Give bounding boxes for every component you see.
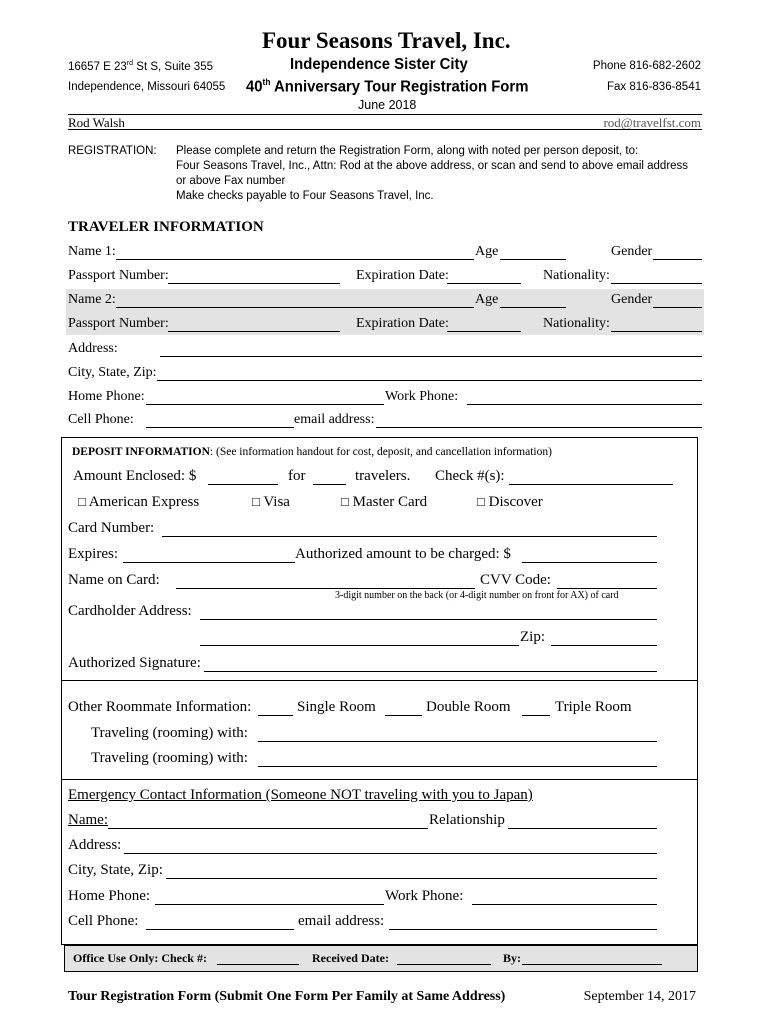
card-option-label: American Express — [88, 494, 200, 510]
address-line-1 — [68, 60, 213, 73]
for-label: for — [288, 468, 306, 484]
authorized-amount-field[interactable] — [522, 562, 657, 563]
emergency-home-phone-field[interactable] — [155, 904, 384, 905]
age2-label: Age — [475, 292, 499, 307]
expiration1-field[interactable] — [447, 283, 521, 284]
office-by-field[interactable] — [522, 964, 662, 965]
passport2-label: Passport Number: — [68, 316, 169, 331]
cell-phone-label: Cell Phone: — [68, 412, 134, 427]
office-received-label: Received Date: — [312, 951, 389, 965]
company-name: Four Seasons Travel, Inc. — [262, 28, 511, 53]
address-field[interactable] — [160, 356, 702, 357]
emergency-work-phone-label: Work Phone: — [385, 888, 464, 904]
cvv-field[interactable] — [557, 588, 657, 589]
header-divider — [68, 114, 702, 115]
card-option-discover[interactable] — [477, 494, 543, 511]
traveler-heading: TRAVELER INFORMATION — [68, 219, 264, 235]
office-by-label: By: — [503, 951, 521, 965]
gender2-label: Gender — [611, 292, 653, 307]
email-field[interactable] — [376, 427, 702, 428]
registration-label: REGISTRATION: — [68, 145, 157, 157]
cardholder-address-label: Cardholder Address: — [68, 603, 192, 619]
home-phone-field[interactable] — [146, 404, 384, 405]
passport2-field[interactable] — [168, 331, 340, 332]
amount-field[interactable] — [208, 484, 278, 485]
checkbox-icon[interactable]: □ — [78, 494, 86, 509]
passport1-field[interactable] — [168, 283, 340, 284]
card-option-mastercard[interactable] — [341, 494, 427, 511]
gender1-label: Gender — [611, 244, 653, 259]
cardholder-address-field-2[interactable] — [200, 645, 519, 646]
emergency-name-field[interactable] — [108, 828, 428, 829]
work-phone-label: Work Phone: — [385, 389, 459, 404]
form-title-rest: Anniversary Tour Registration Form — [270, 78, 529, 96]
address-street-rest: St S, Suite 355 — [133, 60, 213, 73]
relationship-label: Relationship — [429, 812, 505, 828]
travelers-label: travelers. — [355, 468, 411, 484]
triple-room-label: Triple Room — [555, 699, 632, 715]
registration-line-2: Four Seasons Travel, Inc., Attn: Rod at the above address, or scan and send to above email address — [176, 160, 689, 172]
authorized-amount-label: Authorized amount to be charged: $ — [295, 546, 511, 562]
checkbox-icon[interactable]: □ — [477, 494, 485, 509]
rooming-with-field-2[interactable] — [258, 766, 657, 767]
relationship-field[interactable] — [508, 828, 657, 829]
rooming-with-label-2: Traveling (rooming) with: — [91, 750, 248, 766]
name1-field[interactable] — [116, 259, 474, 260]
card-number-field[interactable] — [162, 536, 657, 537]
nationality1-field[interactable] — [611, 283, 702, 284]
gender2-field[interactable] — [653, 307, 702, 308]
nationality2-label: Nationality: — [543, 316, 610, 331]
travelers-count-field[interactable] — [313, 484, 346, 485]
address-line-2: Independence, Missouri 64055 — [68, 81, 226, 93]
form-title-sup: th — [262, 77, 271, 87]
emergency-address-label: Address: — [68, 837, 122, 853]
city-field[interactable] — [157, 380, 702, 381]
registration-line-4: Make checks payable to Four Seasons Travel, Inc. — [176, 190, 434, 202]
office-received-field[interactable] — [397, 964, 491, 965]
expiration2-field[interactable] — [447, 331, 521, 332]
name2-field[interactable] — [116, 307, 474, 308]
emergency-home-phone-label: Home Phone: — [68, 888, 151, 904]
work-phone-field[interactable] — [467, 404, 702, 405]
gender1-field[interactable] — [653, 259, 702, 260]
emergency-email-field[interactable] — [389, 929, 657, 930]
city-label: City, State, Zip: — [68, 365, 157, 380]
registration-line-3: or above Fax number — [176, 175, 286, 187]
passport1-label: Passport Number: — [68, 268, 169, 283]
single-room-field[interactable] — [258, 715, 293, 716]
nationality1-label: Nationality: — [543, 268, 610, 283]
emergency-city-field[interactable] — [166, 878, 657, 879]
expires-field[interactable] — [123, 562, 295, 563]
double-room-field[interactable] — [385, 715, 422, 716]
emergency-name-label: Name: — [68, 812, 108, 828]
card-number-label: Card Number: — [68, 520, 155, 536]
zip-field[interactable] — [551, 645, 657, 646]
deposit-heading — [72, 446, 552, 458]
address-street-number: 16657 E 23 — [68, 60, 127, 73]
cvv-label: CVV Code: — [480, 572, 551, 588]
amount-label: Amount Enclosed: $ — [73, 468, 197, 484]
expiration1-label: Expiration Date: — [356, 268, 449, 283]
name2-label: Name 2: — [68, 292, 116, 307]
footer-date: September 14, 2017 — [583, 989, 696, 1004]
checkbox-icon[interactable]: □ — [252, 494, 260, 509]
zip-label: Zip: — [520, 629, 545, 645]
emergency-cell-phone-label: Cell Phone: — [68, 913, 139, 929]
emergency-city-label: City, State, Zip: — [68, 862, 163, 878]
name-on-card-label: Name on Card: — [68, 572, 160, 588]
deposit-heading-rest: : (See information handout for cost, deposit, and cancellation information) — [209, 446, 552, 458]
name-on-card-field[interactable] — [176, 588, 475, 589]
card-option-label: Visa — [263, 494, 290, 510]
roommate-label: Other Roommate Information: — [68, 699, 252, 715]
deposit-heading-bold: DEPOSIT INFORMATION — [72, 446, 210, 458]
sister-city-title: Independence Sister City — [290, 56, 468, 73]
contact-email[interactable]: rod@travelfst.com — [603, 115, 701, 130]
header-divider-2 — [68, 129, 702, 130]
email-label: email address: — [294, 412, 375, 427]
signature-field[interactable] — [204, 671, 657, 672]
single-room-label: Single Room — [297, 699, 376, 715]
rooming-with-field-1[interactable] — [258, 741, 657, 742]
emergency-address-field[interactable] — [124, 853, 657, 854]
contact-name: Rod Walsh — [68, 115, 125, 130]
expiration2-label: Expiration Date: — [356, 316, 449, 331]
address-label: Address: — [68, 341, 118, 356]
cardholder-address-field[interactable] — [200, 619, 657, 620]
footer-title: Tour Registration Form (Submit One Form Per Family at Same Address) — [68, 989, 506, 1004]
address-sup: rd — [126, 60, 134, 67]
form-title-num: 40 — [246, 78, 263, 96]
checkbox-icon[interactable]: □ — [341, 494, 349, 509]
nationality2-field[interactable] — [611, 331, 702, 332]
double-room-label: Double Room — [426, 699, 511, 715]
emergency-cell-phone-field[interactable] — [146, 929, 294, 930]
form-date: June 2018 — [358, 98, 417, 112]
expires-label: Expires: — [68, 546, 118, 562]
name1-label: Name 1: — [68, 244, 116, 259]
card-option-amex[interactable] — [78, 494, 199, 511]
office-check-field[interactable] — [217, 964, 299, 965]
age1-field[interactable] — [500, 259, 566, 260]
cell-phone-field[interactable] — [146, 427, 294, 428]
emergency-work-phone-field[interactable] — [472, 904, 657, 905]
card-option-visa[interactable] — [252, 494, 290, 511]
triple-room-field[interactable] — [522, 715, 550, 716]
check-label: Check #(s): — [435, 468, 505, 484]
office-check-label: Office Use Only: Check #: — [73, 951, 207, 965]
check-field[interactable] — [509, 484, 673, 485]
phone-number: Phone 816-682-2602 — [592, 60, 701, 72]
emergency-heading: Emergency Contact Information (Someone NOT traveling with you to Japan) — [68, 787, 533, 803]
home-phone-label: Home Phone: — [68, 389, 145, 404]
age2-field[interactable] — [500, 307, 566, 308]
age1-label: Age — [475, 244, 499, 259]
emergency-email-label: email address: — [298, 913, 385, 929]
card-option-label: Master Card — [352, 494, 428, 510]
fax-number: Fax 816-836-8541 — [607, 81, 701, 93]
registration-line-1: Please complete and return the Registration Form, along with noted per person deposit, to: — [176, 145, 639, 157]
signature-label: Authorized Signature: — [68, 655, 201, 671]
rooming-with-label-1: Traveling (rooming) with: — [91, 725, 248, 741]
cvv-note: 3-digit number on the back (or 4-digit number on front for AX) of card — [335, 590, 619, 601]
form-title — [246, 77, 528, 96]
card-option-label: Discover — [488, 494, 543, 510]
